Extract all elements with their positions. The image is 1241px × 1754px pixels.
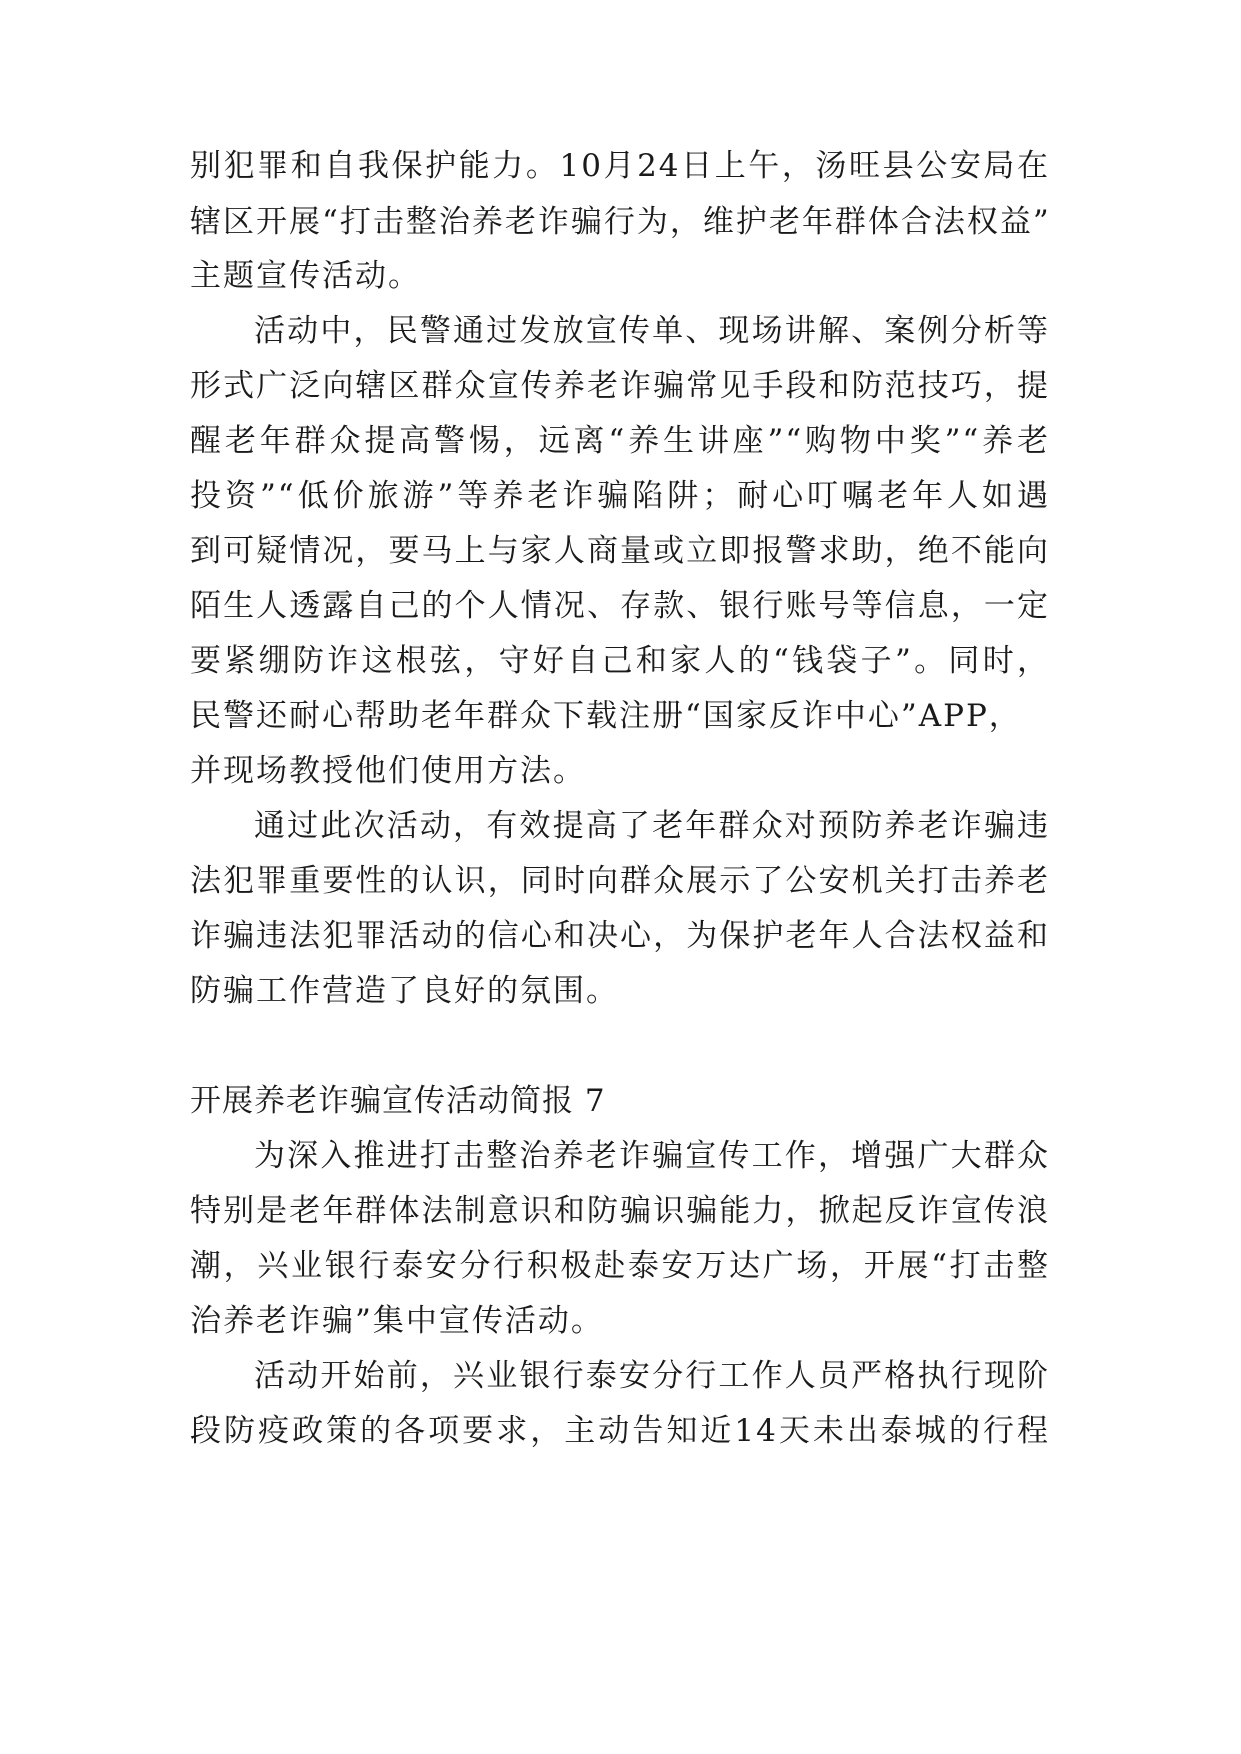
paragraph-3-line-2: 法犯罪重要性的认识，同时向群众展示了公安机关打击养老	[190, 863, 1050, 899]
paragraph-2-line-9: 并现场教授他们使用方法。	[190, 753, 586, 789]
paragraph-3-line-1: 通过此次活动，有效提高了老年群众对预防养老诈骗违	[254, 808, 1050, 844]
paragraph-4-line-1: 为深入推进打击整治养老诈骗宣传工作，增强广大群众	[254, 1138, 1050, 1174]
paragraph-4-line-3: 潮，兴业银行泰安分行积极赴泰安万达广场，开展“打击整	[190, 1248, 1050, 1284]
paragraph-3-line-3: 诈骗违法犯罪活动的信心和决心，为保护老年人合法权益和	[190, 918, 1050, 954]
paragraph-2-line-6: 陌生人透露自己的个人情况、存款、银行账号等信息，一定	[190, 588, 1050, 624]
paragraph-1-line-3: 主题宣传活动。	[190, 258, 421, 294]
paragraph-3-line-4: 防骗工作营造了良好的氛围。	[190, 973, 619, 1009]
paragraph-2-line-1: 活动中，民警通过发放宣传单、现场讲解、案例分析等	[254, 313, 1050, 349]
paragraph-2-line-7: 要紧绷防诈这根弦，守好自己和家人的“钱袋子”。同时，	[190, 643, 1050, 679]
paragraph-2-line-3: 醒老年群众提高警惕，远离“养生讲座”“购物中奖”“养老	[190, 423, 1050, 459]
paragraph-1-line-1: 别犯罪和自我保护能力。10月24日上午，汤旺县公安局在	[190, 148, 1050, 184]
paragraph-4-line-4: 治养老诈骗”集中宣传活动。	[190, 1303, 604, 1339]
paragraph-4-line-2: 特别是老年群体法制意识和防骗识骗能力，掀起反诈宣传浪	[190, 1193, 1050, 1229]
paragraph-2-line-5: 到可疑情况，要马上与家人商量或立即报警求助，绝不能向	[190, 533, 1050, 569]
paragraph-2-line-2: 形式广泛向辖区群众宣传养老诈骗常见手段和防范技巧，提	[190, 368, 1050, 404]
section-heading: 开展养老诈骗宣传活动简报 7	[190, 1083, 606, 1119]
paragraph-5-line-2: 段防疫政策的各项要求，主动告知近14天未出泰城的行程	[190, 1413, 1050, 1449]
paragraph-1-line-2: 辖区开展“打击整治养老诈骗行为，维护老年群体合法权益”	[190, 204, 1051, 240]
paragraph-2-line-8: 民警还耐心帮助老年群众下载注册“国家反诈中心”APP，	[190, 698, 1022, 734]
paragraph-5-line-1: 活动开始前，兴业银行泰安分行工作人员严格执行现阶	[254, 1358, 1050, 1394]
paragraph-2-line-4: 投资”“低价旅游”等养老诈骗陷阱；耐心叮嘱老年人如遇	[190, 478, 1050, 514]
